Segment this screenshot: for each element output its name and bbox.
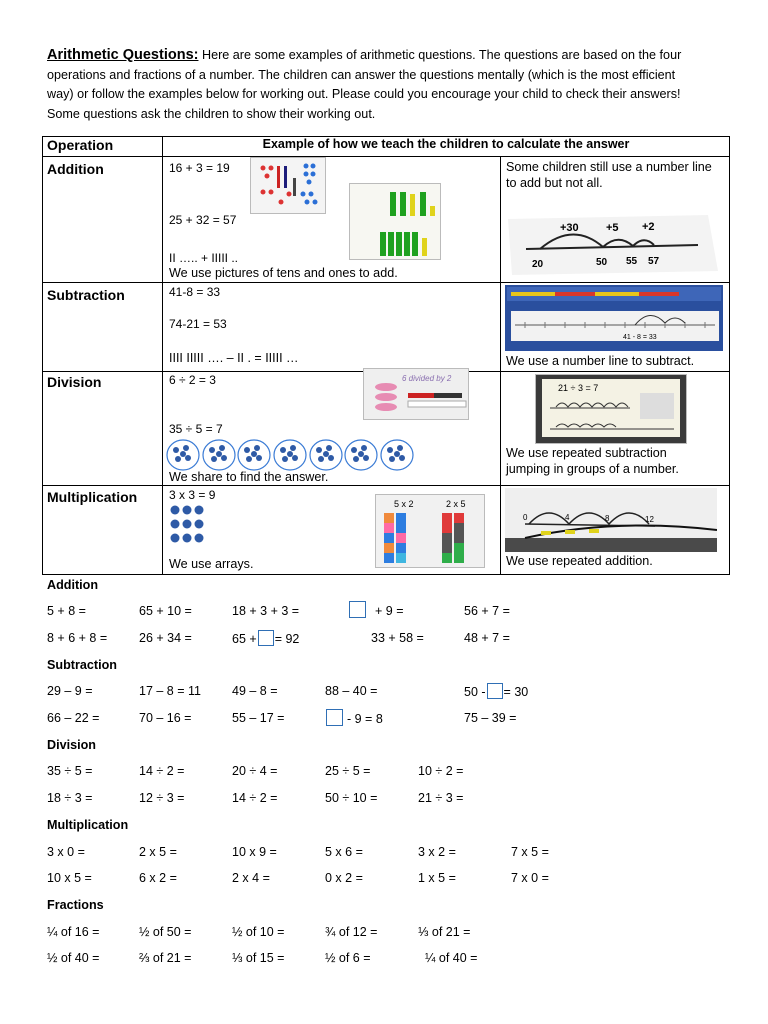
share-dot [361, 445, 367, 451]
question: 70 – 16 = [139, 711, 192, 725]
question-text: = 92 [274, 632, 300, 646]
question: 3 x 2 = [418, 845, 456, 859]
nl-label-50: 50 [596, 257, 608, 268]
question: 75 – 39 = [464, 711, 517, 725]
mul-right-caption: We use repeated addition. [506, 554, 653, 568]
question: ⅓ of 21 = [418, 925, 471, 939]
question: 50 ÷ 10 = [325, 791, 378, 805]
share-dot [209, 447, 215, 453]
mul-nl-12: 12 [645, 515, 654, 524]
nl-label-57: 57 [648, 256, 660, 267]
div-right-line-2: jumping in groups of a number. [506, 462, 679, 476]
question-text: + 9 = [375, 604, 404, 618]
rep-sub-label: 21 ÷ 3 = 7 [558, 383, 599, 393]
question: 21 ÷ 3 = [418, 791, 464, 805]
numberline-mul-photo [505, 488, 717, 552]
sub-right-caption: We use a number line to subtract. [506, 354, 695, 368]
share-dot [287, 451, 293, 457]
share-dot [363, 455, 369, 461]
nl-label-plus30: +30 [560, 222, 579, 234]
question: 88 – 40 = [325, 684, 378, 698]
question: 5 x 6 = [325, 845, 363, 859]
div-right-line-1: We use repeated subtraction [506, 446, 667, 460]
share-dot [316, 447, 322, 453]
question: 29 – 9 = [47, 684, 93, 698]
nl-sub-label: 41 - 8 = 33 [623, 334, 657, 341]
question [464, 683, 528, 699]
nl-label-20: 20 [532, 259, 544, 270]
question: 18 ÷ 3 = [47, 791, 93, 805]
operation-header: Operation [43, 137, 163, 157]
sub-example-3: IIII IIIII …. – II . = IIIII … [169, 351, 299, 365]
question: 12 ÷ 3 = [139, 791, 185, 805]
question: 8 + 6 + 8 = [47, 631, 108, 645]
share-dot [353, 456, 359, 462]
section-title-subtraction: Subtraction [47, 658, 117, 672]
question: 49 – 8 = [232, 684, 278, 698]
section-title-division: Division [47, 738, 96, 752]
op-name-subtraction: Subtraction [47, 287, 125, 303]
sub-example-1: 41-8 = 33 [169, 285, 221, 299]
question: ½ of 40 = [47, 951, 100, 965]
mul-example-1: 3 x 3 = 9 [169, 488, 216, 502]
intro-heading: Arithmetic Questions: [47, 47, 199, 63]
cubes-label-5x2: 5 x 2 [394, 499, 414, 509]
div-caption: We share to find the answer. [169, 470, 329, 484]
mul-nl-0: 0 [523, 513, 528, 522]
share-dot [389, 456, 395, 462]
section-title-fractions: Fractions [47, 898, 104, 912]
question: 33 + 58 = [371, 631, 424, 645]
add-right-text [506, 159, 712, 191]
op-name-multiplication: Multiplication [47, 489, 138, 505]
share-dot [292, 455, 298, 461]
intro-text-2: operations and fractions of a number. The children can answer the questions mentally (which is the most efficient [47, 67, 676, 82]
question: ½ of 10 = [232, 925, 285, 939]
tens-rods-photo [349, 183, 441, 260]
question: ¼ of 16 = [47, 925, 100, 939]
share-dot [280, 447, 286, 453]
add-right-line-2: to add but not all. [506, 176, 603, 190]
question: ¼ of 40 = [425, 951, 478, 965]
question-text: 50 - [464, 685, 486, 699]
share-dot [282, 456, 288, 462]
section-title-multiplication: Multiplication [47, 818, 129, 832]
nl-label-plus5: +5 [606, 222, 619, 234]
add-caption: We use pictures of tens and ones to add. [169, 266, 398, 280]
question: ⅓ of 15 = [232, 951, 285, 965]
question: 5 + 8 = [47, 604, 86, 618]
question: 10 x 9 = [232, 845, 277, 859]
numberline-add-photo [508, 215, 718, 275]
share-dot [244, 447, 250, 453]
question: 20 ÷ 4 = [232, 764, 278, 778]
answer-box[interactable] [487, 683, 503, 699]
share-dot [173, 447, 179, 453]
mul-nl-8: 8 [605, 514, 610, 523]
share-dot [254, 445, 260, 451]
example-header: Example of how we teach the children to calculate the answer [163, 137, 730, 157]
share-dot [328, 455, 334, 461]
share-dot [221, 455, 227, 461]
share-dot [211, 456, 217, 462]
answer-box[interactable] [326, 709, 343, 726]
question: 55 – 17 = [232, 711, 285, 725]
intro-paragraph [47, 46, 727, 124]
share-dot [399, 455, 405, 461]
add-example-3: II ….. + IIIII .. [169, 251, 239, 265]
repeated-subtraction-photo [535, 374, 687, 444]
question: 10 x 5 = [47, 871, 92, 885]
question: ½ of 6 = [325, 951, 371, 965]
op-name-addition: Addition [47, 161, 104, 177]
section-title-addition: Addition [47, 578, 99, 592]
add-right-line-1: Some children still use a number line [506, 160, 712, 174]
share-dot [251, 451, 257, 457]
op-name-division: Division [47, 374, 102, 390]
sub-example-2: 74-21 = 53 [169, 317, 227, 331]
share-dot [175, 456, 181, 462]
intro-text-4: Some questions ask the children to show their working out. [47, 106, 376, 121]
question: 7 x 5 = [511, 845, 549, 859]
intro-text-1: Here are some examples of arithmetic questions. The questions are based on the four [198, 48, 682, 62]
question: 1 x 5 = [418, 871, 456, 885]
array-dots [169, 504, 209, 544]
tens-ones-photo [250, 157, 326, 214]
question: 7 x 0 = [511, 871, 549, 885]
question: 56 + 7 = [464, 604, 510, 618]
table-row-subtraction [43, 283, 730, 372]
share-dot [246, 456, 252, 462]
share-dot [183, 445, 189, 451]
share-dot [180, 451, 186, 457]
question: 2 x 4 = [232, 871, 270, 885]
share-dot [326, 445, 332, 451]
share-dot [318, 456, 324, 462]
question: 26 + 34 = [139, 631, 192, 645]
sharing-photo-label: 6 divided by 2 [402, 374, 452, 383]
cubes-photo [375, 494, 485, 568]
question: 17 – 8 = 11 [139, 684, 201, 698]
nl-label-55: 55 [626, 256, 638, 267]
question: 25 ÷ 5 = [325, 764, 371, 778]
share-dot [219, 445, 225, 451]
share-dot [216, 451, 222, 457]
answer-box[interactable] [258, 630, 274, 646]
share-dot [323, 451, 329, 457]
add-example-1: 16 + 3 = 19 [169, 161, 230, 175]
share-dot [256, 455, 262, 461]
question: 35 ÷ 5 = [47, 764, 93, 778]
question-text: 65 + [232, 632, 257, 646]
question: ½ of 50 = [139, 925, 192, 939]
question: 14 ÷ 2 = [139, 764, 185, 778]
share-dot [185, 455, 191, 461]
share-dot [387, 447, 393, 453]
cubes-label-2x5: 2 x 5 [446, 499, 466, 509]
share-dot [397, 445, 403, 451]
mul-nl-4: 4 [565, 513, 570, 522]
sharing-circles [165, 438, 415, 472]
nl-label-plus2: +2 [642, 221, 655, 233]
numberline-sub-photo [505, 285, 723, 351]
question [325, 709, 383, 726]
table-row-multiplication [43, 486, 730, 575]
share-dot [358, 451, 364, 457]
operations-table [42, 136, 730, 575]
question: 18 + 3 + 3 = [232, 604, 300, 618]
div-right-text [506, 445, 679, 477]
div-example-1: 6 ÷ 2 = 3 [169, 373, 216, 387]
question-text: - 9 = 8 [347, 712, 383, 726]
question: 6 x 2 = [139, 871, 177, 885]
table-row-division [43, 372, 730, 486]
div-example-2: 35 ÷ 5 = 7 [169, 422, 223, 436]
question: 48 + 7 = [464, 631, 510, 645]
question: ⅔ of 21 = [139, 951, 192, 965]
share-dot [351, 447, 357, 453]
question: 3 x 0 = [47, 845, 85, 859]
question: 14 ÷ 2 = [232, 791, 278, 805]
question: 10 ÷ 2 = [418, 764, 464, 778]
question [232, 630, 299, 646]
question: ¾ of 12 = [325, 925, 378, 939]
question: 0 x 2 = [325, 871, 363, 885]
share-dot [394, 451, 400, 457]
table-row-addition [43, 157, 730, 283]
answer-box[interactable] [349, 601, 366, 618]
question-text: = 30 [503, 685, 529, 699]
add-example-2: 25 + 32 = 57 [169, 213, 237, 227]
share-dot [290, 445, 296, 451]
intro-text-3: way) or follow the examples below for working out. Please could you encourage your child to check their answers! [47, 87, 681, 101]
question: 2 x 5 = [139, 845, 177, 859]
question: 66 – 22 = [47, 711, 100, 725]
sharing-photo [363, 368, 469, 420]
question: 65 + 10 = [139, 604, 192, 618]
question [348, 601, 404, 618]
mul-caption: We use arrays. [169, 557, 254, 571]
